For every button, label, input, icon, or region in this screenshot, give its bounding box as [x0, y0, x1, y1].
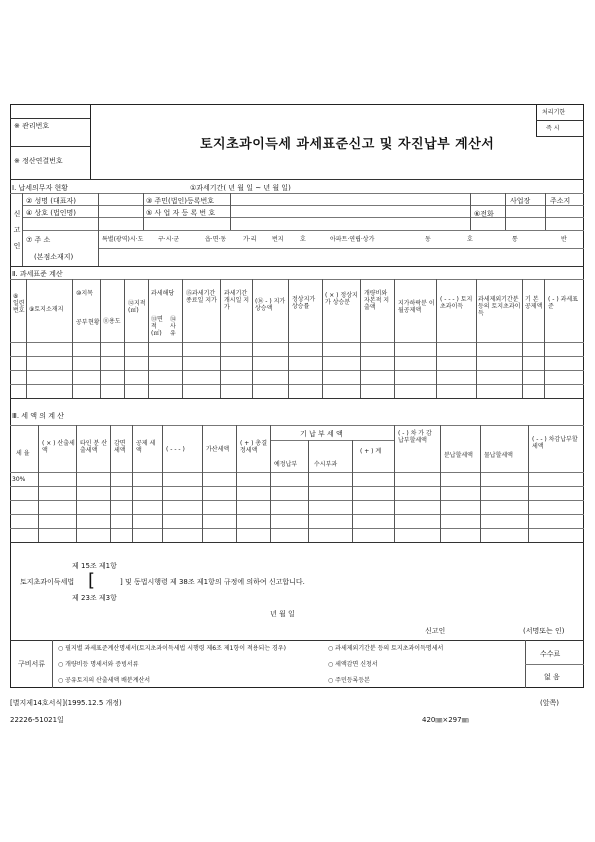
col-scheduled: 예정납부 [274, 461, 298, 468]
attachment-item: ○ 주민등록등본 [328, 677, 370, 684]
col-carryover: 지가하락분 이월공제액 [398, 300, 435, 314]
col-location: ⑨토지소재지 [29, 306, 64, 313]
divider [26, 279, 27, 398]
col-payable: ( - ) 차 가 감 납부할세액 [398, 430, 432, 444]
col-normal-rate: 정상지가 상승률 [292, 296, 316, 310]
divider [162, 425, 163, 542]
address-label: ⑦ 주 소 [26, 236, 51, 244]
divider [270, 440, 394, 441]
paper-size: 420㎜×297㎜ [422, 716, 469, 724]
address-part: 특별(광역)시·도 [102, 236, 144, 243]
name-label: ② 성명 (대표자) [26, 197, 76, 205]
divider [100, 279, 101, 398]
divider [10, 486, 584, 487]
divider [10, 398, 584, 399]
divider [10, 384, 584, 385]
col-tax-base: ( - ) 과세표준 [548, 296, 578, 310]
divider [10, 528, 584, 529]
page-title: 토지초과이득세 과세표준신고 및 자진납부 계산서 [200, 137, 495, 152]
divider [10, 342, 584, 343]
address-part: 동 [425, 236, 431, 243]
divider [202, 425, 203, 542]
address-part: 호 [467, 236, 473, 243]
bracket-open: [ [88, 570, 96, 591]
divider [480, 425, 481, 542]
col-net-payable: ( - - ) 차감납부할세액 [532, 436, 578, 450]
home-label: 주소지 [550, 197, 571, 205]
divider [132, 425, 133, 542]
divider [440, 425, 441, 542]
divider [10, 118, 90, 119]
divider [394, 279, 395, 398]
col-calculated-tax: ( × ) 산출세액 [42, 440, 75, 454]
col-prepaid: 기 납 부 세 액 [300, 430, 343, 438]
divider [10, 472, 584, 473]
applicant-side-3: 인 [13, 242, 21, 250]
divider [10, 425, 584, 426]
divider [10, 266, 584, 267]
attachment-item: ○ 세액감면 신청서 [328, 661, 378, 668]
attachment-item: ○ 과세제외기간분 등의 토지초과이득명세서 [328, 645, 444, 652]
divider [536, 136, 584, 137]
divider [270, 425, 271, 542]
divider [98, 248, 584, 249]
divider [22, 230, 584, 231]
divider [10, 146, 90, 147]
declaration-text: ] 및 동법시행령 제 38조 제1항의 규정에 의하여 신고합니다. [120, 578, 305, 586]
signature-label: (서명또는 인) [523, 627, 565, 635]
calc-no-label: ※ 정산연결번호 [14, 157, 63, 165]
divider [236, 425, 237, 542]
address-part: 통 [512, 236, 518, 243]
col-occasional: 수시부과 [314, 461, 338, 468]
col-prepaid-total: ( + ) 계 [360, 448, 382, 455]
col-normal-increase: ( × ) 정상지가 상승분 [325, 292, 358, 306]
divider [72, 279, 73, 398]
mgmt-no-label: ※ 관리번호 [14, 122, 50, 130]
clause-2: 제 23조 제3항 [72, 594, 117, 602]
divider [10, 514, 584, 515]
divider [394, 425, 395, 542]
col-price-increase: (⑯ - ) 지가상승액 [255, 298, 286, 312]
divider [476, 279, 477, 398]
divider [124, 279, 125, 398]
clause-1: 제 15조 제1항 [72, 562, 117, 570]
col-penalty: 가산세액 [206, 446, 230, 453]
divider [352, 440, 353, 542]
form-code: 22226-51021일 [10, 716, 64, 724]
col-reduction: 감면 세액 [114, 440, 126, 454]
divider [525, 664, 584, 665]
company-label: ④ 상호 (법인명) [26, 209, 76, 217]
divider [10, 279, 584, 280]
attachment-item: ○ 필지별 과세표준계산명세서(토지초과이득세법 시행령 제6조 제1항이 적용되는 경우) [58, 645, 286, 652]
divider [110, 425, 111, 542]
processing-label: 처리기한 [542, 109, 566, 116]
divider [544, 279, 545, 398]
divider [22, 205, 584, 206]
divider [322, 279, 323, 398]
col-total-tax: ( + ) 총결정세액 [240, 440, 268, 454]
col-deduction: 공제 세액 [136, 440, 156, 454]
fee-value: 없 음 [544, 673, 560, 681]
divider [10, 193, 584, 194]
applicant-side-2: 고 [13, 226, 21, 234]
col-others-tax: 타인 분 산출세액 [80, 440, 107, 454]
col-reason: ⑭ 사유 [170, 316, 177, 337]
col-land-category: ⑩지목 [76, 290, 93, 297]
divider [230, 193, 231, 230]
divider [545, 193, 546, 230]
divider [470, 193, 471, 230]
address-part: 읍·면·동 [205, 236, 227, 243]
address-part: 구·시·군 [158, 236, 180, 243]
col-taxable: 과세해당 [151, 290, 175, 297]
col-excess-gain: ( - - - ) 토지초과이득 [440, 296, 473, 310]
col-net-tax: ( - - - ) [166, 446, 185, 453]
declarant-label: 신고인 [425, 627, 446, 635]
divider [505, 193, 506, 230]
divider [76, 425, 77, 542]
divider [90, 104, 91, 179]
address-part: 가·리 [243, 236, 257, 243]
divider [22, 193, 23, 266]
divider [98, 193, 99, 266]
tax-rate-value: 30% [12, 476, 26, 483]
col-excluded-gain: 과세제외기간분 등의 토지초과이득 [478, 296, 521, 317]
tax-period: ①과세기간( 년 월 일 ~ 년 월 일) [190, 184, 291, 192]
section2-heading: Ⅱ. 과세표준 계산 [12, 270, 63, 278]
col-serial: ⑧ 일련 번호 [13, 293, 25, 314]
col-area: ⑫지적 (㎡) [128, 300, 146, 314]
address-part: 반 [561, 236, 567, 243]
phone-label: ⑥전화 [474, 210, 494, 218]
divider [148, 279, 149, 398]
col-current: 현황 [88, 319, 100, 326]
applicant-side-1: 신 [13, 210, 21, 218]
divider [10, 500, 584, 501]
address-part: 번지 [272, 236, 284, 243]
declaration-date: 년 월 일 [270, 610, 295, 618]
processing-value: 즉 시 [546, 125, 560, 132]
section3-heading: Ⅲ. 세 액 의 계 산 [12, 412, 64, 420]
col-start-price: 과세기간 개시일 지가 [224, 290, 250, 311]
resident-no-label: ③ 주민(법인)등록번호 [146, 197, 215, 205]
front-side-label: (앞쪽) [540, 699, 559, 707]
divider [10, 542, 584, 543]
section1-heading: Ⅰ. 납세의무자 현황 [12, 184, 69, 192]
divider [220, 279, 221, 398]
divider [182, 279, 183, 398]
divider [528, 425, 529, 542]
col-basic-deduction: 기 본 공제액 [525, 296, 543, 310]
divider [10, 370, 584, 371]
col-taxable-area: ⑬면적 (㎡) [151, 316, 163, 337]
fee-label: 수수료 [540, 650, 561, 658]
divider [10, 179, 584, 180]
divider [38, 425, 39, 542]
attachment-item: ○ 공유토지의 산출세액 배분계산서 [58, 677, 151, 684]
divider [308, 440, 309, 542]
address-sub: (본점소재지) [34, 253, 74, 261]
col-end-price: ⑮과세기간 종료일 지가 [186, 290, 217, 304]
divider [522, 279, 523, 398]
divider [22, 217, 584, 218]
divider [143, 193, 144, 230]
attachment-item: ○ 개량비등 명세서와 증빙서류 [58, 661, 139, 668]
divider [10, 640, 584, 641]
divider [536, 120, 584, 121]
col-installment: 분납할세액 [444, 452, 473, 459]
col-in-kind: 물납할세액 [484, 452, 513, 459]
divider [252, 279, 253, 398]
divider [52, 640, 53, 688]
col-improvement: 개량비와 자본적 지출액 [364, 290, 390, 311]
col-tax-rate: 세 율 [16, 450, 30, 457]
col-use: ⑪용도 [103, 318, 121, 325]
divider [360, 279, 361, 398]
divider [10, 356, 584, 357]
workplace-label: 사업장 [510, 197, 531, 205]
form-number: [별지제14호서식](1995.12.5 개정) [10, 699, 122, 707]
col-official: 공부 [76, 319, 88, 326]
divider [436, 279, 437, 398]
business-no-label: ⑤ 사 업 자 등 록 번 호 [146, 209, 216, 217]
address-part: 아파트·연립·상가 [330, 236, 375, 243]
divider [288, 279, 289, 398]
address-part: 호 [300, 236, 306, 243]
law-name: 토지초과이득세법 [20, 578, 75, 586]
attachments-label: 구비서류 [18, 660, 46, 668]
